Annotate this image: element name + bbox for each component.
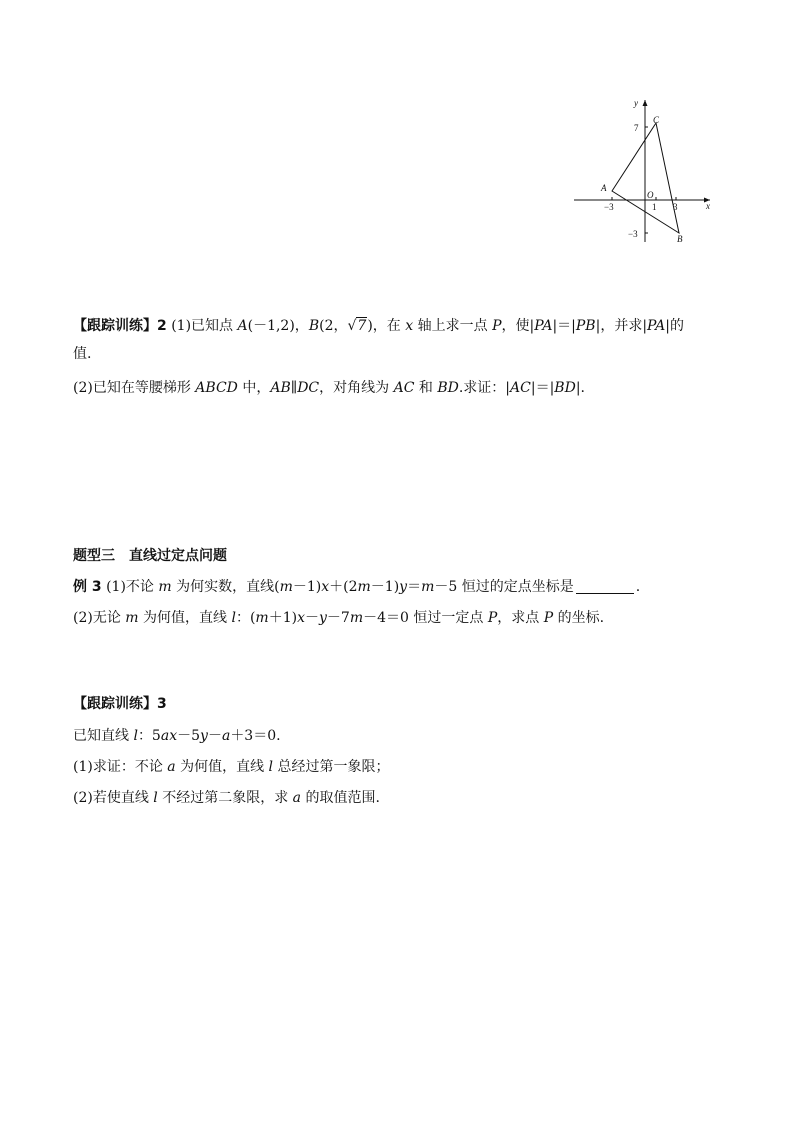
axis-y-label: y (634, 98, 638, 108)
exercise-3-line-3: (2)若使直线 l 不经过第二象限，求 a 的取值范围. (73, 790, 380, 806)
sqrt-7: √7 (347, 318, 367, 334)
example-3-label: 例 3 (73, 579, 102, 595)
answer-blank[interactable] (576, 579, 634, 594)
exercise-3-heading: 【跟踪训练】3 (73, 696, 167, 712)
point-c-label: C (653, 115, 660, 125)
exercise-3-line-1: 已知直线 l：5ax－5y－a＋3＝0. (73, 728, 281, 744)
point-b-label: B (677, 234, 683, 244)
point-a-label: A (601, 183, 607, 193)
exercise-2-label: 【跟踪训练】2 (73, 318, 167, 334)
tick-y-neg3: −3 (628, 229, 638, 239)
tick-x-3: 3 (673, 202, 678, 212)
triangle-figure (570, 92, 720, 250)
example-3-line-2: (2)无论 m 为何值，直线 l：(m＋1)x－y－7m－4＝0 恒过一定点 P，求点 P 的坐标. (73, 610, 605, 626)
section-3-heading: 题型三 直线过定点问题 (73, 548, 227, 564)
tick-x-1: 1 (652, 202, 657, 212)
tick-y-7: 7 (634, 123, 639, 133)
exercise-2-line-1: 【跟踪训练】2 (1)已知点 A(－1,2)，B(2，√7)，在 x 轴上求一点 P，使|PA|＝|PB|，并求|PA|的 (73, 318, 685, 334)
exercise-3-line-2: (1)求证：不论 a 为何值，直线 l 总经过第一象限； (73, 759, 390, 775)
tick-x-neg3: −3 (604, 202, 614, 212)
axis-x-label: x (706, 201, 710, 211)
exercise-2-line-2: 值. (73, 346, 92, 362)
exercise-2-line-3: (2)已知在等腰梯形 ABCD 中，AB∥DC，对角线为 AC 和 BD.求证：|AC|＝|BD|. (73, 380, 585, 396)
example-3-line-1: 例 3 (1)不论 m 为何实数，直线(m－1)x＋(2m－1)y＝m－5 恒过的定点坐标是 . (73, 579, 641, 595)
origin-label: O (647, 190, 654, 200)
